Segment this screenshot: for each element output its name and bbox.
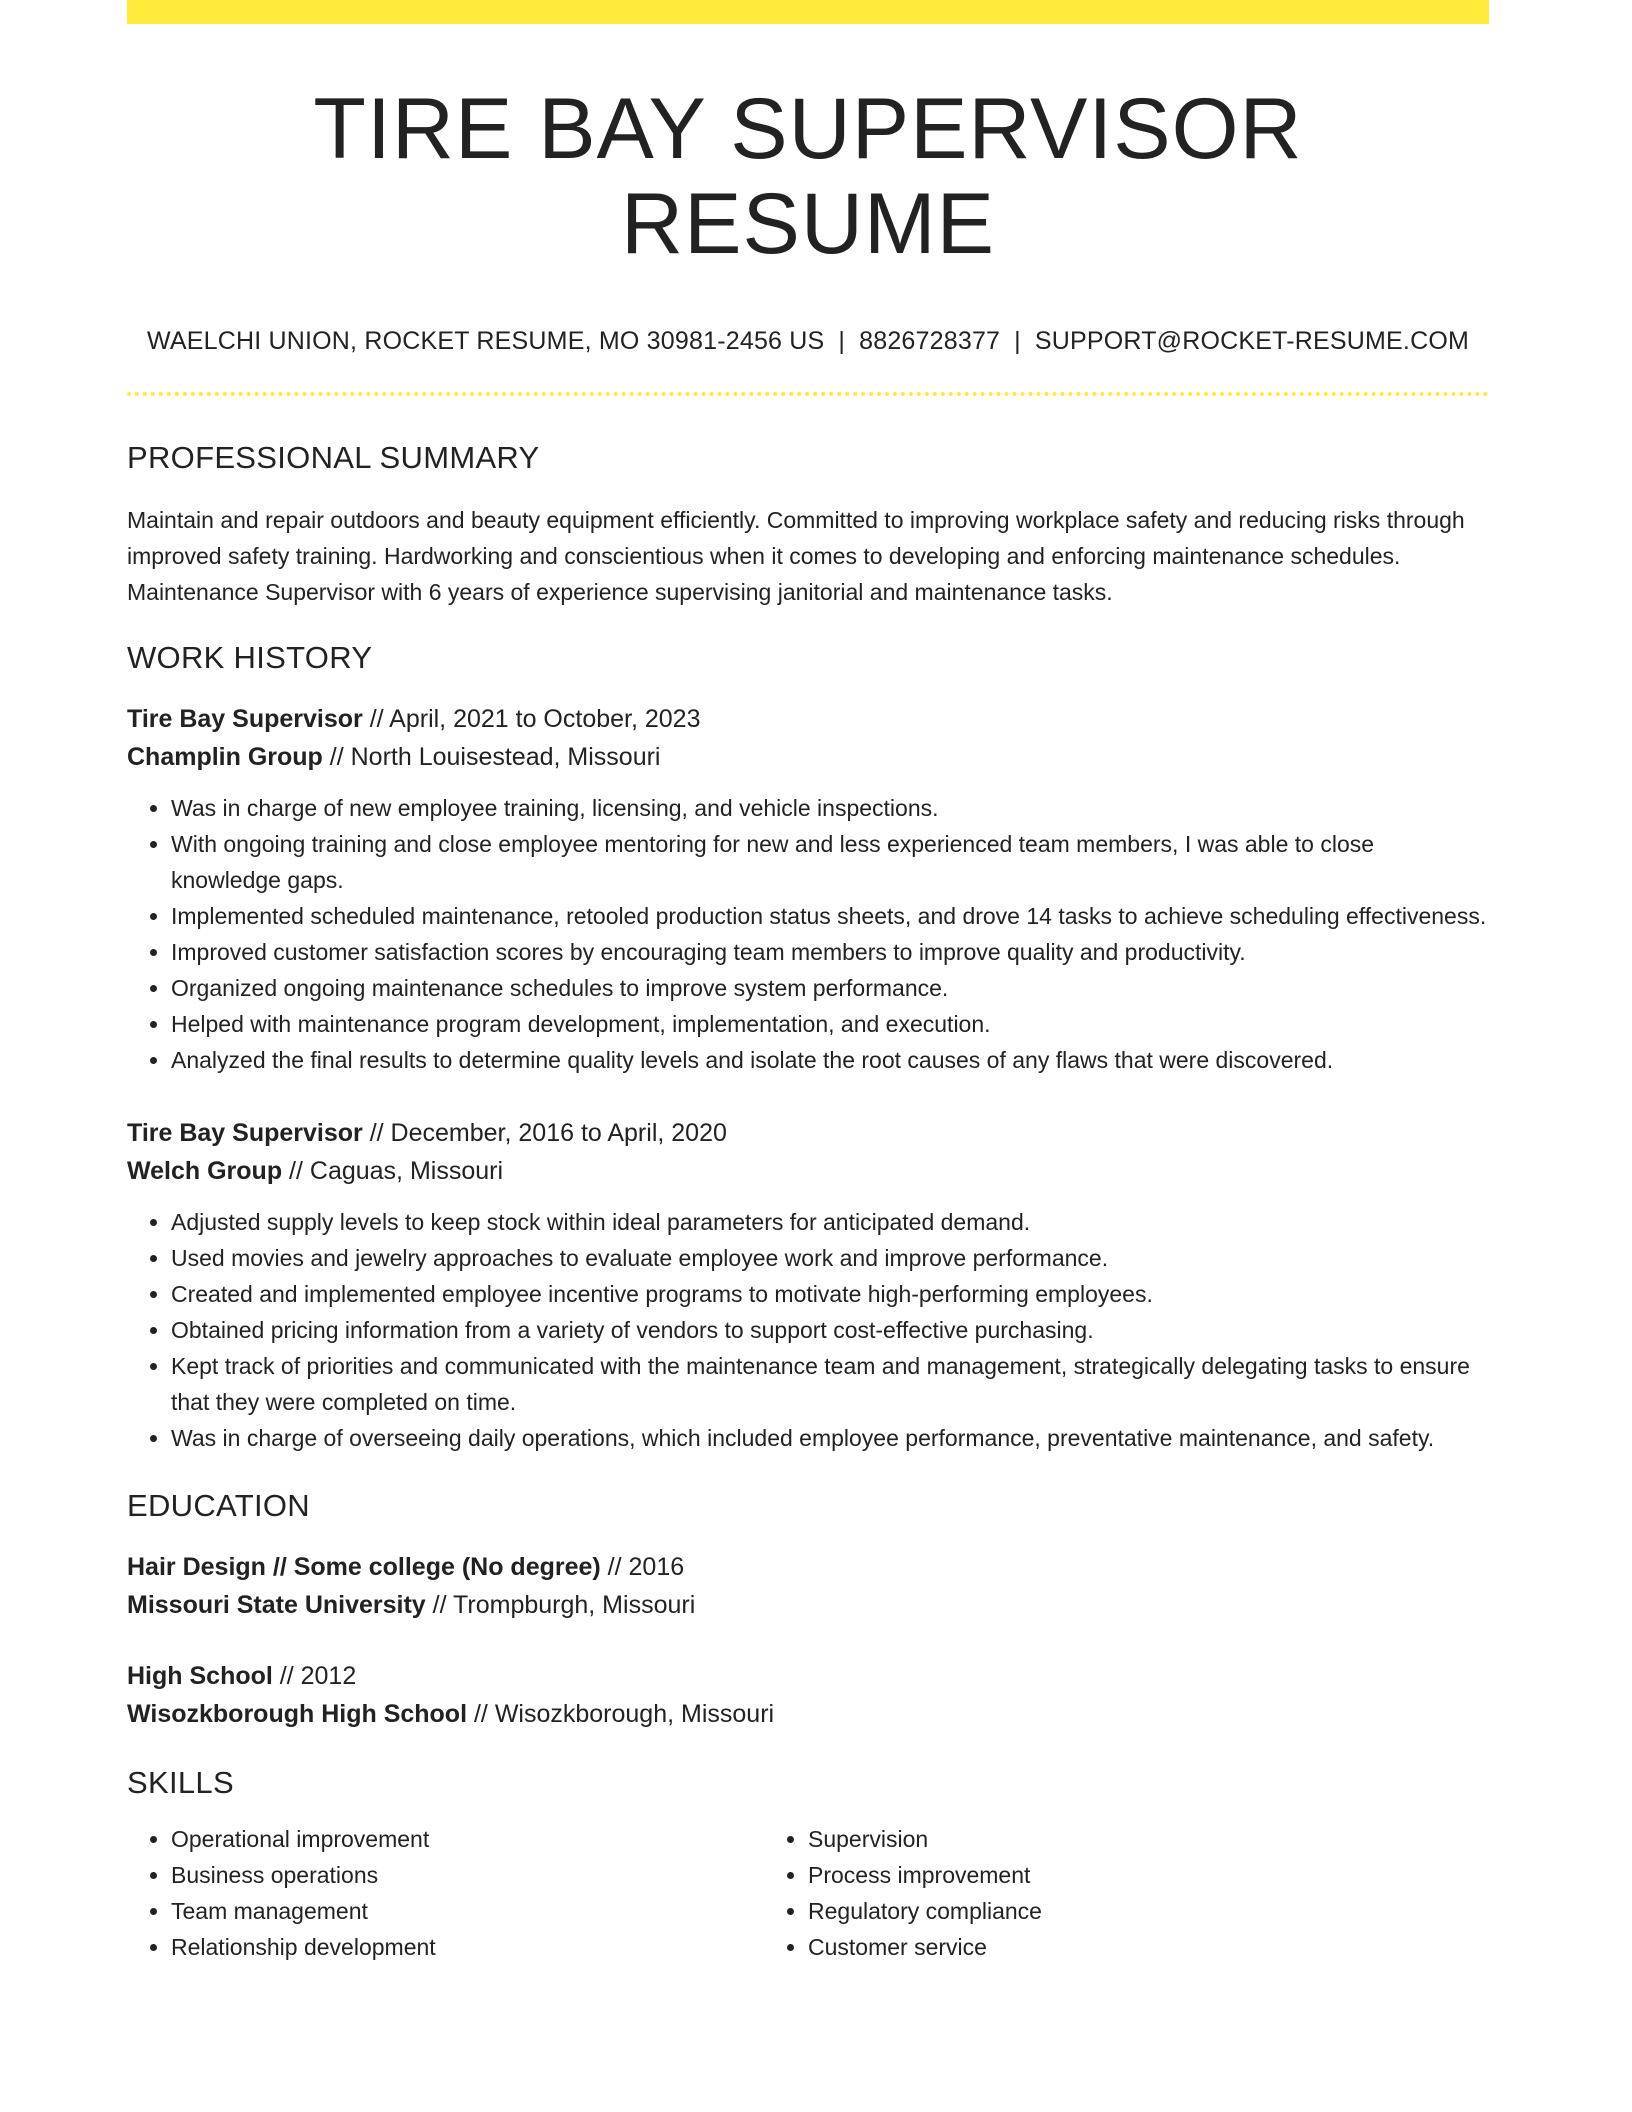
contact-separator: | xyxy=(1014,327,1021,356)
education-degree-line xyxy=(127,1548,1489,1586)
job-entry xyxy=(127,700,1489,1078)
job-location: // North Louisestead, Missouri xyxy=(322,743,661,772)
education-degree: Hair Design // Some college (No degree) xyxy=(127,1553,601,1582)
job-bullets xyxy=(127,1204,1489,1456)
skills-list-left xyxy=(127,1821,764,1965)
list-item: • Helped with maintenance program development, implementation, and execution. xyxy=(171,1006,1489,1042)
education-location: // Wisozkborough, Missouri xyxy=(467,1700,775,1729)
list-item: • Adjusted supply levels to keep stock within ideal parameters for anticipated demand. xyxy=(171,1204,1489,1240)
list-item: • Kept track of priorities and communicated with the maintenance team and management, strategically delegating tasks to ensure that they were completed on time. xyxy=(171,1348,1489,1420)
job-location: // Caguas, Missouri xyxy=(282,1157,504,1186)
list-item: • With ongoing training and close employee mentoring for new and less experienced team members, I was able to close knowledge gaps. xyxy=(171,826,1489,898)
education-degree: High School xyxy=(127,1662,273,1691)
education-entry xyxy=(127,1548,1489,1624)
list-item: • Was in charge of overseeing daily operations, which included employee performance, preventative maintenance, and safety. xyxy=(171,1420,1489,1456)
section-title-education: EDUCATION xyxy=(127,1488,310,1524)
summary-text: Maintain and repair outdoors and beauty equipment efficiently. Committed to improving workplace safety and reducing risks through improved safety training. Hardworking and conscientious when it comes to developing and enforcing maintenance schedules. Maintenance Supervisor with 6 years of experience supervising janitorial and maintenance tasks. xyxy=(127,507,1465,606)
skill-item: • Process improvement xyxy=(808,1857,1401,1893)
list-item: • Analyzed the final results to determine quality levels and isolate the root causes of any flaws that were discovered. xyxy=(171,1042,1489,1078)
accent-top-bar xyxy=(127,0,1489,24)
education-school: Wisozkborough High School xyxy=(127,1700,468,1729)
job-position: Tire Bay Supervisor xyxy=(127,705,363,734)
skills-list-right xyxy=(764,1821,1401,1965)
education-school: Missouri State University xyxy=(127,1591,426,1620)
section-title-work-history: WORK HISTORY xyxy=(127,640,373,676)
job-entry xyxy=(127,1114,1489,1456)
job-company-line xyxy=(127,1152,1489,1190)
section-title-skills: SKILLS xyxy=(127,1765,234,1801)
job-company-line xyxy=(127,738,1489,776)
education-year: // 2012 xyxy=(272,1662,357,1691)
job-title-line xyxy=(127,1114,1489,1152)
job-dates: // April, 2021 to October, 2023 xyxy=(362,705,701,734)
list-item: • Was in charge of new employee training, licensing, and vehicle inspections. xyxy=(171,790,1489,826)
job-title-line xyxy=(127,700,1489,738)
list-item: • Improved customer satisfaction scores by encouraging team members to improve quality and productivity. xyxy=(171,934,1489,970)
contact-phone: 8826728377 xyxy=(859,327,1001,356)
skill-item: • Relationship development xyxy=(171,1929,764,1965)
list-item: • Organized ongoing maintenance schedules to improve system performance. xyxy=(171,970,1489,1006)
list-item: • Implemented scheduled maintenance, retooled production status sheets, and drove 14 tasks to achieve scheduling effectiveness. xyxy=(171,898,1489,934)
job-position: Tire Bay Supervisor xyxy=(127,1119,363,1148)
education-entry xyxy=(127,1657,1489,1733)
job-company: Welch Group xyxy=(127,1157,283,1186)
contact-address: WAELCHI UNION, ROCKET RESUME, MO 30981-2456 US xyxy=(146,327,825,356)
education-degree-line xyxy=(127,1657,1489,1695)
resume-title: TIRE BAY SUPERVISOR RESUME xyxy=(313,81,1303,272)
list-item: • Used movies and jewelry approaches to evaluate employee work and improve performance. xyxy=(171,1240,1489,1276)
skill-item: • Supervision xyxy=(808,1821,1401,1857)
education-school-line xyxy=(127,1586,1489,1624)
skill-item: • Regulatory compliance xyxy=(808,1893,1401,1929)
skill-item: • Team management xyxy=(171,1893,764,1929)
job-dates: // December, 2016 to April, 2020 xyxy=(362,1119,727,1148)
skill-item: • Operational improvement xyxy=(171,1821,764,1857)
education-year: // 2016 xyxy=(600,1553,685,1582)
job-bullets xyxy=(127,790,1489,1078)
skill-item: • Business operations xyxy=(171,1857,764,1893)
list-item: • Created and implemented employee incentive programs to motivate high-performing employees. xyxy=(171,1276,1489,1312)
skills-columns xyxy=(127,1821,1489,1965)
contact-separator: | xyxy=(838,327,846,356)
contact-line xyxy=(127,327,1489,356)
education-location: // Trompburgh, Missouri xyxy=(425,1591,696,1620)
section-title-summary: PROFESSIONAL SUMMARY xyxy=(127,440,540,476)
contact-email: SUPPORT@ROCKET-RESUME.COM xyxy=(1034,327,1470,356)
list-item: • Obtained pricing information from a variety of vendors to support cost-effective purchasing. xyxy=(171,1312,1489,1348)
job-company: Champlin Group xyxy=(127,743,323,772)
education-school-line xyxy=(127,1695,1489,1733)
dotted-divider xyxy=(127,392,1489,396)
skill-item: • Customer service xyxy=(808,1929,1401,1965)
resume-page xyxy=(127,0,1489,1965)
